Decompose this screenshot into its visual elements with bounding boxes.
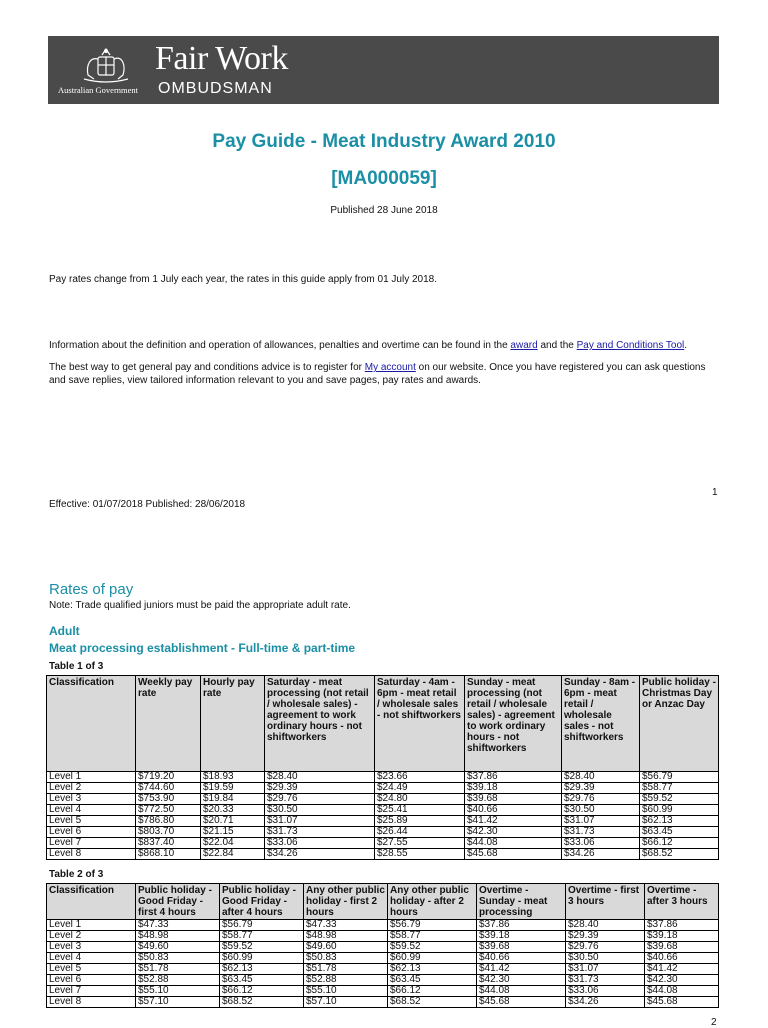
info-paragraph: Information about the definition and operation of allowances, penalties and overtime can be found in the award and the Pay and Conditions Tool.	[49, 340, 688, 351]
classification-cell: Level 4	[47, 953, 136, 964]
rate-cell: $24.80	[375, 794, 465, 805]
rate-cell: $63.45	[640, 827, 719, 838]
rate-cell: $868.10	[136, 849, 201, 860]
rate-cell: $33.06	[566, 986, 645, 997]
table-row	[47, 920, 719, 931]
rate-cell: $39.68	[645, 942, 719, 953]
rate-cell: $803.70	[136, 827, 201, 838]
rate-cell: $24.49	[375, 783, 465, 794]
rate-cell: $39.18	[477, 931, 566, 942]
rate-cell: $62.13	[640, 816, 719, 827]
rate-cell: $22.04	[201, 838, 265, 849]
rate-cell: $50.83	[136, 953, 220, 964]
rate-cell: $44.08	[465, 838, 562, 849]
section-title: Meat processing establishment - Full-time & part-time	[49, 641, 356, 655]
rate-cell: $62.13	[220, 964, 304, 975]
rates-change-note: Pay rates change from 1 July each year, the rates in this guide apply from 01 July 2018.	[49, 274, 437, 285]
rate-cell: $49.60	[304, 942, 388, 953]
table-row	[47, 931, 719, 942]
rate-cell: $58.77	[220, 931, 304, 942]
column-header: Classification	[47, 884, 136, 920]
rate-cell: $51.78	[304, 964, 388, 975]
rate-cell: $49.60	[136, 942, 220, 953]
rate-cell: $18.93	[201, 772, 265, 783]
rate-cell: $58.77	[388, 931, 477, 942]
award-code: [MA000059]	[331, 168, 437, 189]
rate-cell: $33.06	[562, 838, 640, 849]
rate-cell: $59.52	[640, 794, 719, 805]
rate-cell: $40.66	[465, 805, 562, 816]
rate-cell: $66.12	[220, 986, 304, 997]
column-header: Public holiday - Good Friday - first 4 hours	[136, 884, 220, 920]
column-header: Hourly pay rate	[201, 676, 265, 772]
rate-cell: $744.60	[136, 783, 201, 794]
rate-cell: $60.99	[220, 953, 304, 964]
column-header: Overtime - after 3 hours	[645, 884, 719, 920]
rate-cell: $31.73	[265, 827, 375, 838]
effective-date: Effective: 01/07/2018 Published: 28/06/2018	[49, 499, 246, 510]
rate-cell: $28.55	[375, 849, 465, 860]
rate-cell: $47.33	[304, 920, 388, 931]
table-row	[47, 794, 719, 805]
rate-cell: $25.41	[375, 805, 465, 816]
rate-cell: $31.73	[566, 975, 645, 986]
rate-cell: $28.40	[562, 772, 640, 783]
rate-cell: $27.55	[375, 838, 465, 849]
rate-cell: $45.68	[645, 997, 719, 1008]
rate-cell: $39.68	[465, 794, 562, 805]
classification-cell: Level 2	[47, 783, 136, 794]
rate-cell: $29.39	[566, 931, 645, 942]
rate-cell: $39.18	[465, 783, 562, 794]
rate-cell: $51.78	[136, 964, 220, 975]
page-number-2: 2	[711, 1017, 717, 1028]
table-row	[47, 997, 719, 1008]
classification-cell: Level 3	[47, 942, 136, 953]
rate-cell: $29.76	[265, 794, 375, 805]
rate-cell: $42.30	[645, 975, 719, 986]
table-2-caption: Table 2 of 3	[49, 869, 104, 880]
advice-paragraph: The best way to get general pay and conditions advice is to register for My account on our website. Once you have registered you can ask questions and save replies, view tailored information relevant to you and save pages, pay rates and awards.	[49, 362, 706, 386]
rate-cell: $66.12	[388, 986, 477, 997]
rate-cell: $29.39	[562, 783, 640, 794]
rate-cell: $753.90	[136, 794, 201, 805]
classification-cell: Level 7	[47, 986, 136, 997]
rate-cell: $31.07	[566, 964, 645, 975]
table-row	[47, 772, 719, 783]
rate-cell: $44.08	[645, 986, 719, 997]
rate-cell: $34.26	[265, 849, 375, 860]
rate-cell: $68.52	[220, 997, 304, 1008]
rate-cell: $47.33	[136, 920, 220, 931]
rate-cell: $45.68	[477, 997, 566, 1008]
adult-subheading: Adult	[49, 624, 80, 638]
rate-cell: $62.13	[388, 964, 477, 975]
rate-cell: $40.66	[645, 953, 719, 964]
rate-cell: $55.10	[136, 986, 220, 997]
rate-cell: $52.88	[304, 975, 388, 986]
rate-cell: $28.40	[265, 772, 375, 783]
rate-cell: $34.26	[562, 849, 640, 860]
rate-cell: $30.50	[562, 805, 640, 816]
classification-cell: Level 5	[47, 816, 136, 827]
rate-cell: $68.52	[640, 849, 719, 860]
rate-cell: $56.79	[220, 920, 304, 931]
rate-cell: $56.79	[640, 772, 719, 783]
table-row	[47, 805, 719, 816]
table-header-row	[47, 676, 719, 772]
pay-table-1	[46, 675, 719, 860]
classification-cell: Level 6	[47, 975, 136, 986]
pay-table-2	[46, 883, 719, 1008]
column-header: Overtime - first 3 hours	[566, 884, 645, 920]
rate-cell: $63.45	[220, 975, 304, 986]
table-row	[47, 986, 719, 997]
classification-cell: Level 1	[47, 920, 136, 931]
coat-of-arms-icon	[76, 45, 136, 85]
rate-cell: $31.73	[562, 827, 640, 838]
table-header-row	[47, 884, 719, 920]
government-label: Australian Government	[58, 85, 139, 95]
rate-cell: $56.79	[388, 920, 477, 931]
rates-heading: Rates of pay	[49, 581, 134, 598]
rate-cell: $39.68	[477, 942, 566, 953]
rate-cell: $60.99	[388, 953, 477, 964]
column-header: Public holiday - Good Friday - after 4 hours	[220, 884, 304, 920]
column-header: Saturday - 4am - 6pm - meat retail / wholesale sales - not shiftworkers	[375, 676, 465, 772]
rate-cell: $21.15	[201, 827, 265, 838]
rate-cell: $29.39	[265, 783, 375, 794]
rate-cell: $40.66	[477, 953, 566, 964]
classification-cell: Level 8	[47, 997, 136, 1008]
award-link[interactable]: award	[510, 340, 538, 351]
rate-cell: $30.50	[566, 953, 645, 964]
rate-cell: $42.30	[465, 827, 562, 838]
rate-cell: $25.89	[375, 816, 465, 827]
rate-cell: $59.52	[220, 942, 304, 953]
rate-cell: $31.07	[265, 816, 375, 827]
table-row	[47, 838, 719, 849]
rate-cell: $19.84	[201, 794, 265, 805]
rates-note: Note: Trade qualified juniors must be paid the appropriate adult rate.	[49, 600, 351, 611]
rate-cell: $48.98	[136, 931, 220, 942]
rate-cell: $55.10	[304, 986, 388, 997]
rate-cell: $31.07	[562, 816, 640, 827]
rate-cell: $26.44	[375, 827, 465, 838]
rate-cell: $42.30	[477, 975, 566, 986]
table-row	[47, 964, 719, 975]
rate-cell: $41.42	[645, 964, 719, 975]
rate-cell: $37.86	[477, 920, 566, 931]
rate-cell: $37.86	[645, 920, 719, 931]
classification-cell: Level 5	[47, 964, 136, 975]
rate-cell: $29.76	[562, 794, 640, 805]
table-row	[47, 942, 719, 953]
rate-cell: $66.12	[640, 838, 719, 849]
table-row	[47, 975, 719, 986]
brand-subtitle: OMBUDSMAN	[158, 80, 273, 97]
rate-cell: $20.71	[201, 816, 265, 827]
header-banner	[48, 36, 719, 104]
classification-cell: Level 7	[47, 838, 136, 849]
rate-cell: $50.83	[304, 953, 388, 964]
column-header: Public holiday - Christmas Day or Anzac Day	[640, 676, 719, 772]
rate-cell: $45.68	[465, 849, 562, 860]
table-row	[47, 953, 719, 964]
table-row	[47, 827, 719, 838]
table-1-caption: Table 1 of 3	[49, 661, 104, 672]
classification-cell: Level 8	[47, 849, 136, 860]
rate-cell: $20.33	[201, 805, 265, 816]
page-number: 1	[712, 487, 718, 498]
rate-cell: $786.80	[136, 816, 201, 827]
rate-cell: $41.42	[477, 964, 566, 975]
rate-cell: $41.42	[465, 816, 562, 827]
page-title: Pay Guide - Meat Industry Award 2010	[212, 131, 556, 152]
table-row	[47, 783, 719, 794]
classification-cell: Level 1	[47, 772, 136, 783]
column-header: Overtime - Sunday - meat processing	[477, 884, 566, 920]
my-account-link[interactable]: My account	[364, 362, 416, 373]
rate-cell: $22.84	[201, 849, 265, 860]
column-header: Sunday - meat processing (not retail / wholesale sales) - agreement to work ordinary hours - not shiftworkers	[465, 676, 562, 772]
column-header: Any other public holiday - first 2 hours	[304, 884, 388, 920]
rate-cell: $59.52	[388, 942, 477, 953]
rate-cell: $44.08	[477, 986, 566, 997]
rate-cell: $34.26	[566, 997, 645, 1008]
classification-cell: Level 2	[47, 931, 136, 942]
classification-cell: Level 6	[47, 827, 136, 838]
rate-cell: $837.40	[136, 838, 201, 849]
column-header: Classification	[47, 676, 136, 772]
column-header: Saturday - meat processing (not retail / wholesale sales) - agreement to work ordinary hours - not shiftworkers	[265, 676, 375, 772]
table-row	[47, 849, 719, 860]
rate-cell: $719.20	[136, 772, 201, 783]
table-row	[47, 816, 719, 827]
rate-cell: $23.66	[375, 772, 465, 783]
rate-cell: $29.76	[566, 942, 645, 953]
rate-cell: $30.50	[265, 805, 375, 816]
rate-cell: $48.98	[304, 931, 388, 942]
rate-cell: $57.10	[136, 997, 220, 1008]
rate-cell: $52.88	[136, 975, 220, 986]
rate-cell: $33.06	[265, 838, 375, 849]
rate-cell: $63.45	[388, 975, 477, 986]
pay-conditions-tool-link[interactable]: Pay and Conditions Tool	[576, 340, 685, 351]
rate-cell: $57.10	[304, 997, 388, 1008]
column-header: Weekly pay rate	[136, 676, 201, 772]
column-header: Sunday - 8am - 6pm - meat retail / wholesale sales - not shiftworkers	[562, 676, 640, 772]
rate-cell: $58.77	[640, 783, 719, 794]
rate-cell: $37.86	[465, 772, 562, 783]
published-date: Published 28 June 2018	[330, 205, 438, 216]
column-header: Any other public holiday - after 2 hours	[388, 884, 477, 920]
rate-cell: $772.50	[136, 805, 201, 816]
rate-cell: $68.52	[388, 997, 477, 1008]
classification-cell: Level 4	[47, 805, 136, 816]
rate-cell: $39.18	[645, 931, 719, 942]
rate-cell: $60.99	[640, 805, 719, 816]
rate-cell: $19.59	[201, 783, 265, 794]
brand-title: Fair Work	[155, 40, 288, 77]
rate-cell: $28.40	[566, 920, 645, 931]
classification-cell: Level 3	[47, 794, 136, 805]
